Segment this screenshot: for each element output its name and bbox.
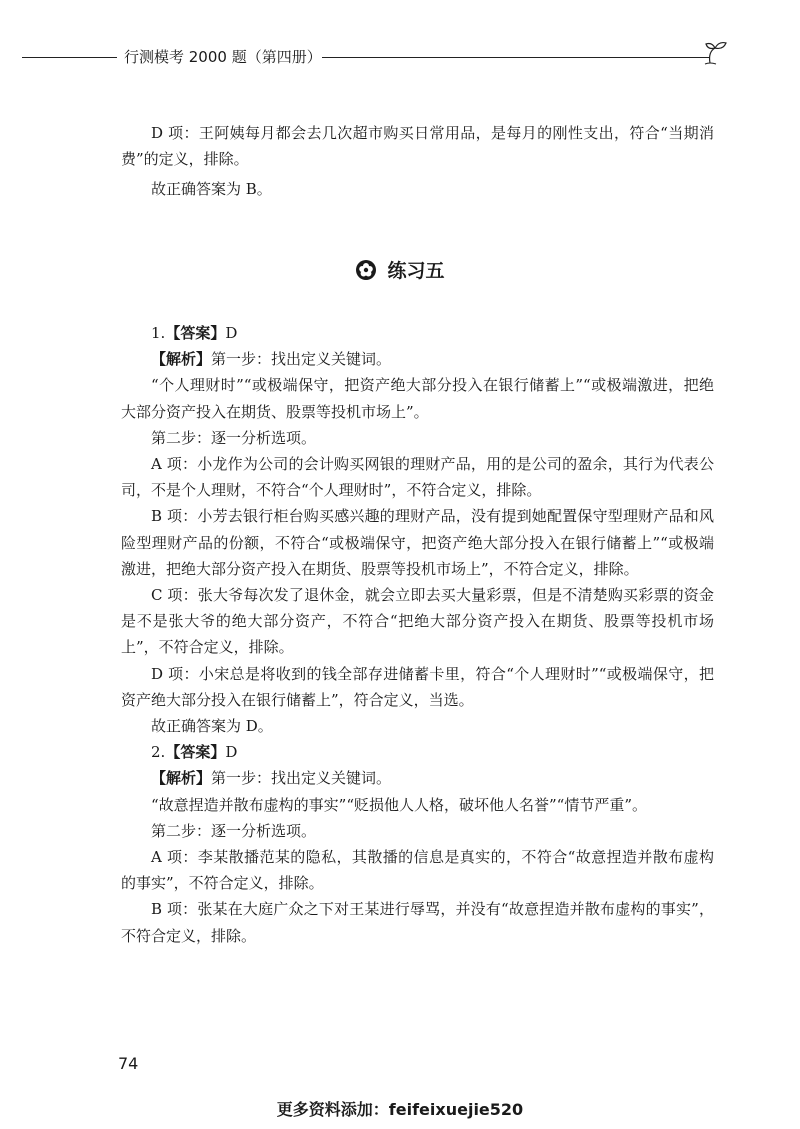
- section-title: 练习五: [387, 260, 445, 282]
- analysis-label: 【解析】: [151, 350, 212, 369]
- analysis-line: [121, 346, 714, 372]
- answer-label: 【答案】: [165, 743, 226, 762]
- option-d: [121, 661, 714, 713]
- line: 期消费”的定义，排除。: [121, 124, 714, 169]
- line: 和风险型理财产品的份额，不符合“或极端保守，把资产绝大部分投入在银行储蓄: [121, 507, 714, 552]
- page-number: 74: [118, 1054, 139, 1073]
- analysis-label: 【解析】: [151, 769, 212, 788]
- line: A 项：李某散播范某的隐私，其散播的信息是真实的，不符合“故意捏造并散布: [151, 848, 684, 867]
- answer-value: D: [225, 324, 238, 342]
- step-2: 第二步：逐一分析选项。: [151, 821, 317, 840]
- line: 守，把资产绝大部分投入在银行储蓄上”，符合定义，当选。: [121, 664, 714, 709]
- option-c: [121, 582, 714, 661]
- line: 资金是不是张大爷的绝大部分资产，不符合“把绝大部分资产投入在期货、股票等投: [121, 586, 714, 631]
- line: 上”“或极端激进，把绝大部分资产投入在期货、股票等投机市场上”，不符合定义，: [121, 533, 714, 578]
- header-rule-right: [322, 57, 710, 58]
- question-number: 1.: [151, 324, 166, 342]
- answer-line: [121, 739, 714, 765]
- line: B 项：小芳去银行柜台购买感兴趣的理财产品，没有提到她配置保守型理财产品: [151, 507, 684, 526]
- line: 排除。: [593, 559, 639, 578]
- line: D 项：王阿姨每月都会去几次超市购买日常用品，是每月的刚性支出，符合“当: [151, 124, 684, 142]
- question-1: [121, 320, 714, 949]
- answer-value: D: [225, 743, 238, 762]
- answer-label: 【答案】: [165, 324, 226, 342]
- analysis-line: [121, 765, 714, 791]
- step-2: 第二步：逐一分析选项。: [151, 428, 317, 447]
- option-a: [121, 451, 714, 503]
- line: 实”，不符合定义，排除。: [121, 900, 714, 945]
- line: C 项：张大爷每次发了退休金，就会立即去买大量彩票，但是不清楚购买彩票的: [151, 586, 684, 605]
- question-number: 2.: [151, 743, 166, 762]
- line: 把绝大部分资产投入在期货、股票等投机市场上”。: [121, 376, 714, 421]
- answer-line: [121, 320, 714, 346]
- step-1: 第一步：找出定义关键词。: [211, 769, 392, 788]
- book-title: 行测模考 2000 题（第四册）: [124, 48, 322, 66]
- conclusion: 故正确答案为 D。: [151, 717, 273, 736]
- keywords: [121, 372, 714, 424]
- header-rule-left: [22, 57, 117, 58]
- line: 表公司，不是个人理财，不符合“个人理财时”，不符合定义，排除。: [121, 455, 714, 500]
- keywords: “故意捏造并散布虚构的事实”“贬损他人人格，破坏他人名誉”“情节严重”。: [151, 795, 648, 814]
- conclusion: 故正确答案为 B。: [151, 180, 272, 199]
- footer-note: 更多资料添加：feifeixuejie520: [276, 1100, 524, 1119]
- sprout-icon: [704, 40, 738, 68]
- previous-exercise-ending: [121, 120, 714, 203]
- line: B 项：张某在大庭广众之下对王某进行辱骂，并没有“故意捏造并散布虚构的事: [151, 900, 676, 919]
- option-d-text: [121, 120, 714, 172]
- flower-badge-icon: [355, 259, 377, 281]
- section-heading: [0, 256, 800, 285]
- option-b: [121, 896, 714, 948]
- line: 虚构的事实”，不符合定义，排除。: [121, 848, 714, 893]
- line: 机市场上”，不符合定义，排除。: [121, 612, 714, 657]
- line: D 项：小宋总是将收到的钱全部存进储蓄卡里，符合“个人理财时”“或极端保: [151, 664, 669, 683]
- option-a: [121, 844, 714, 896]
- option-b: [121, 503, 714, 582]
- line: A 项：小龙作为公司的会计购买网银的理财产品，用的是公司的盈余，其行为代: [151, 455, 684, 474]
- running-header: [22, 40, 722, 68]
- step-1: 第一步：找出定义关键词。: [211, 350, 392, 369]
- line: “个人理财时”“或极端保守，把资产绝大部分投入在银行储蓄上”“或极端激进，: [151, 376, 684, 395]
